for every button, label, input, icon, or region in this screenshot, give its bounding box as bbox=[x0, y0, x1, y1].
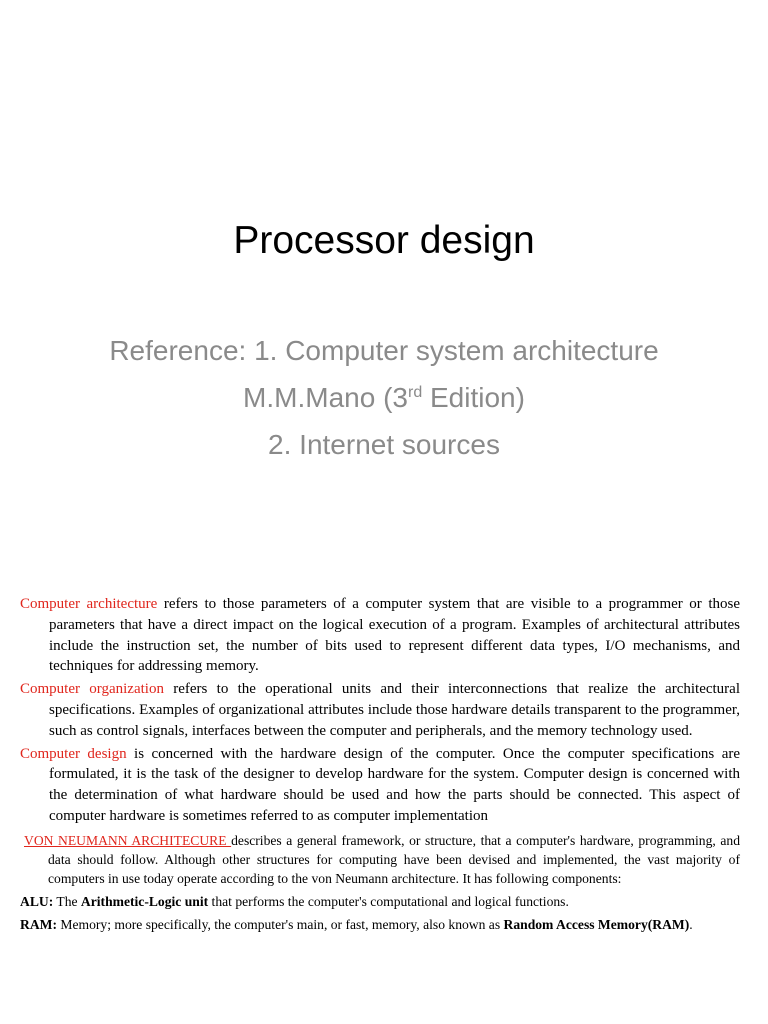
reference-line-3: 2. Internet sources bbox=[268, 429, 500, 460]
term-design: Computer design bbox=[20, 745, 127, 762]
reference-edition: Edition) bbox=[422, 382, 525, 413]
text-organization: refers to the operational units and their interconnections that realize the architectural specifications. Examples of organizational attributes include those hardware details transparent to the programmer, such as control signals, interfaces between the computer and peripherals, and the memory technology used. bbox=[49, 681, 740, 739]
content-body bbox=[20, 594, 740, 936]
definition-ram bbox=[20, 915, 740, 934]
definition-alu bbox=[20, 892, 740, 911]
label-alu: ALU: bbox=[20, 893, 54, 909]
text-design: is concerned with the hardware design of the computer. Once the computer specifications are formulated, it is the task of the designer to develop hardware for the system. Computer design is concerned with the determination of what hardware should be used and how the parts should be connected. This aspect of computer hardware is sometimes referred to as computer implementation bbox=[49, 745, 741, 824]
term-von-neumann: VON NEUMANN ARCHITECURE bbox=[24, 832, 232, 848]
label-ram: RAM: bbox=[20, 916, 57, 932]
paragraph-design bbox=[20, 744, 740, 827]
text-ram-a: Memory; more specifically, the computer's main, or fast, memory, also known as bbox=[57, 916, 504, 932]
text-architecture: refers to those parameters of a computer system that are visible to a programmer or those parameters that have a direct impact on the logical execution of a program. Examples of architectural attributes include the instruction set, the number of bits used to represent different data types, I/O mechanisms, and techniques for addressing memory. bbox=[49, 596, 740, 675]
text-alu-a: The bbox=[53, 893, 81, 909]
reference-line-1: Reference: 1. Computer system architecture bbox=[109, 335, 659, 366]
edition-superscript: rd bbox=[407, 384, 423, 401]
bold-ram: Random Access Memory(RAM) bbox=[503, 916, 690, 932]
paragraph-architecture bbox=[20, 594, 740, 677]
bold-alu: Arithmetic-Logic unit bbox=[80, 893, 209, 909]
slide-title: Processor design bbox=[233, 219, 535, 262]
reference-author: M.M.Mano (3 bbox=[243, 382, 408, 413]
text-von-neumann: describes a general framework, or structure, that a computer's hardware, programming, and data should follow. Although other structures for computing have been devised and implemented, the vast majority of computers in use today operate according to the von Neumann architecture. It has following components: bbox=[48, 832, 741, 886]
text-ram-b: . bbox=[689, 916, 693, 932]
paragraph-von-neumann bbox=[20, 831, 740, 888]
paragraph-organization bbox=[20, 679, 740, 741]
text-alu-b: that performs the computer's computational and logical functions. bbox=[208, 893, 569, 909]
reference-line-2 bbox=[0, 381, 768, 415]
term-architecture: Computer architecture bbox=[20, 596, 158, 612]
term-organization: Computer organization bbox=[20, 681, 164, 698]
